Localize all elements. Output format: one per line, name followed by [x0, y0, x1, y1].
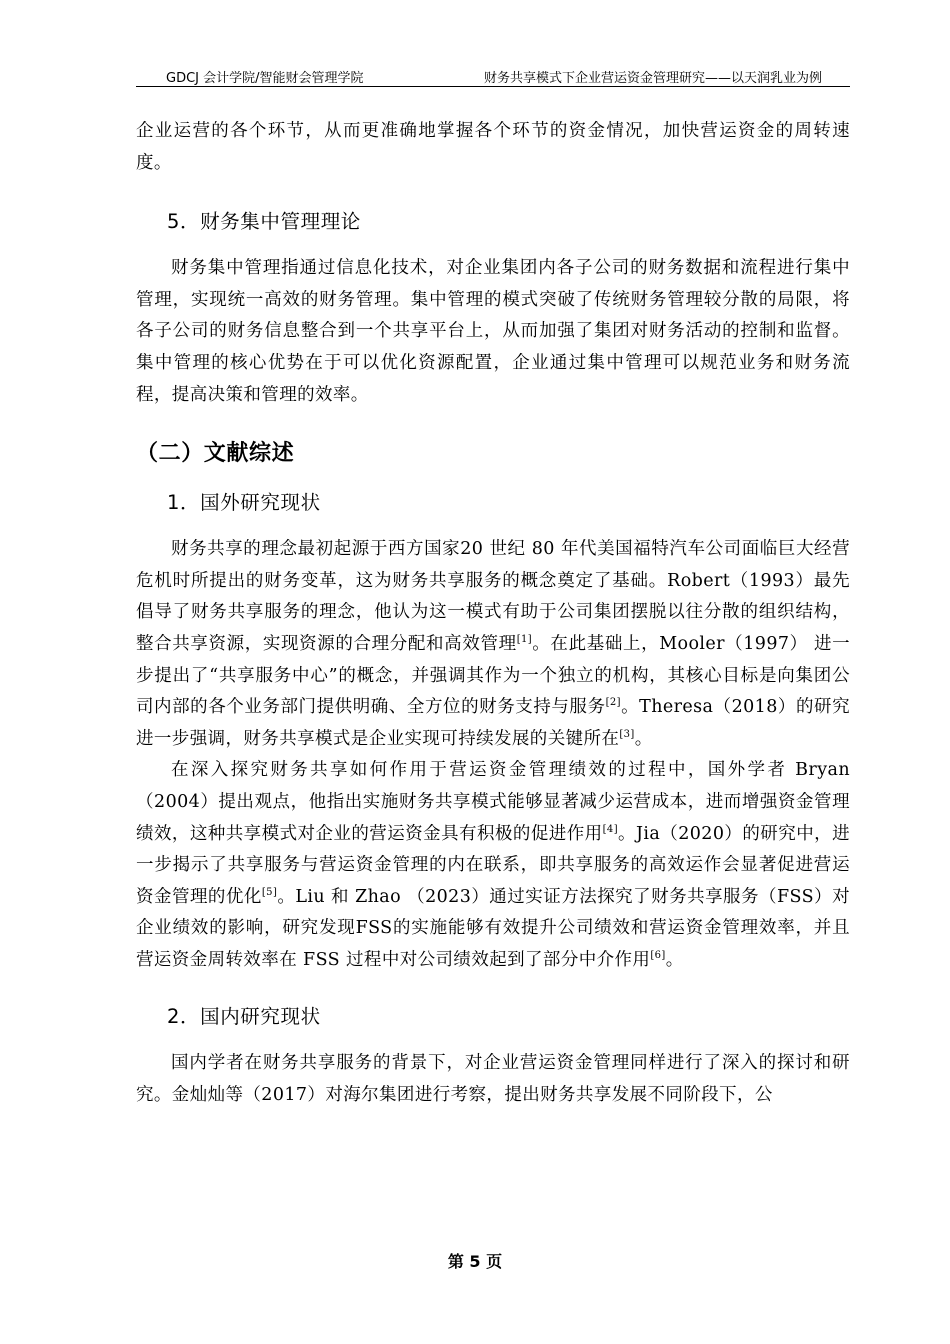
page-content: [136, 116, 850, 1112]
domestic-research-title: 2．国内研究现状: [167, 1005, 321, 1029]
citation-3: [3]: [619, 728, 635, 740]
citation-6: [6]: [650, 950, 666, 962]
foreign-paragraph-2: [136, 755, 850, 976]
text-run: 。Theresa（2018）的研究进一步强调，财务共享模式是企业实现可持续发展的关键所在: [136, 697, 850, 749]
citation-4: [4]: [602, 823, 618, 835]
citation-1: [1]: [516, 634, 533, 646]
intro-paragraph: 企业运营的各个环节，从而更准确地掌握各个环节的资金情况，加快营运资金的周转速度。: [136, 121, 850, 173]
text-run: 。Jia（2020）的研究中，进一步揭示了共享服务与营运资金管理的内在联系，即共享服务的高效运作会显著促进营运资金管理的优化: [136, 823, 850, 907]
text-run: 。Liu 和 Zhao （2023）通过实证方法探究了财务共享服务（FSS）对企业绩效的影响，研究发现FSS的实施能够有效提升公司绩效和营运资金管理效率，并且营运资金周转效率在 FSS 过程中对公司绩效起到了部分中介作用: [136, 886, 850, 970]
header-thesis-title: 财务共享模式下企业营运资金管理研究——以天润乳业为例: [483, 71, 822, 86]
running-header: [136, 64, 850, 87]
citation-2: [2]: [605, 697, 621, 709]
text-run: 。: [634, 728, 653, 749]
literature-review-heading: （二）文献综述: [136, 441, 295, 467]
text-run: 。在此基础上，Mooler（1997） 进一步提出了“共享服务中心”的概念，并强调其作为一个独立的机构，其核心目标是向集团公司内部的各个业务部门提供明确、全方位的财务支持与服务: [136, 633, 850, 718]
text-run: 在深入探究财务共享如何作用于营运资金管理绩效的过程中，国外学者 Bryan（2004）提出观点，他指出实施财务共享模式能够显著减少运营成本，进而增强资金管理绩效，这种共享模式对企业的营运资金具有积极的促进作用: [136, 760, 850, 844]
section-5-title: 5．财务集中管理理论: [167, 210, 361, 234]
header-institution: GDCJ 会计学院/智能财会管理学院: [166, 71, 364, 86]
domestic-paragraph-1: 国内学者在财务共享服务的背景下，对企业营运资金管理同样进行了深入的探讨和研究。金灿灿等（2017）对海尔集团进行考察，提出财务共享发展不同阶段下，公: [136, 1053, 850, 1106]
foreign-research-title: 1．国外研究现状: [167, 491, 321, 515]
section-5-paragraph: 财务集中管理指通过信息化技术，对企业集团内各子公司的财务数据和流程进行集中管理，实现统一高效的财务管理。集中管理的模式突破了传统财务管理较分散的局限，将各子公司的财务信息整合到一个共享平台上，从而加强了集团对财务活动的控制和监督。集中管理的核心优势在于可以优化资源配置，企业通过集中管理可以规范业务和财务流程，提高决策和管理的效率。: [136, 258, 850, 405]
citation-5: [5]: [261, 886, 278, 898]
foreign-paragraph-1: [136, 534, 850, 755]
text-run: 财务共享的理念最初起源于西方国家20 世纪 80 年代美国福特汽车公司面临巨大经营危机时所提出的财务变革，这为财务共享服务的概念奠定了基础。Robert（1993）最先倡导了财务共享服务的理念，他认为这一模式有助于公司集团摆脱以往分散的组织结构，整合共享资源，实现资源的合理分配和高效管理: [136, 539, 850, 654]
page-number: 第 5 页: [447, 1252, 503, 1271]
text-run: 。: [665, 949, 684, 970]
